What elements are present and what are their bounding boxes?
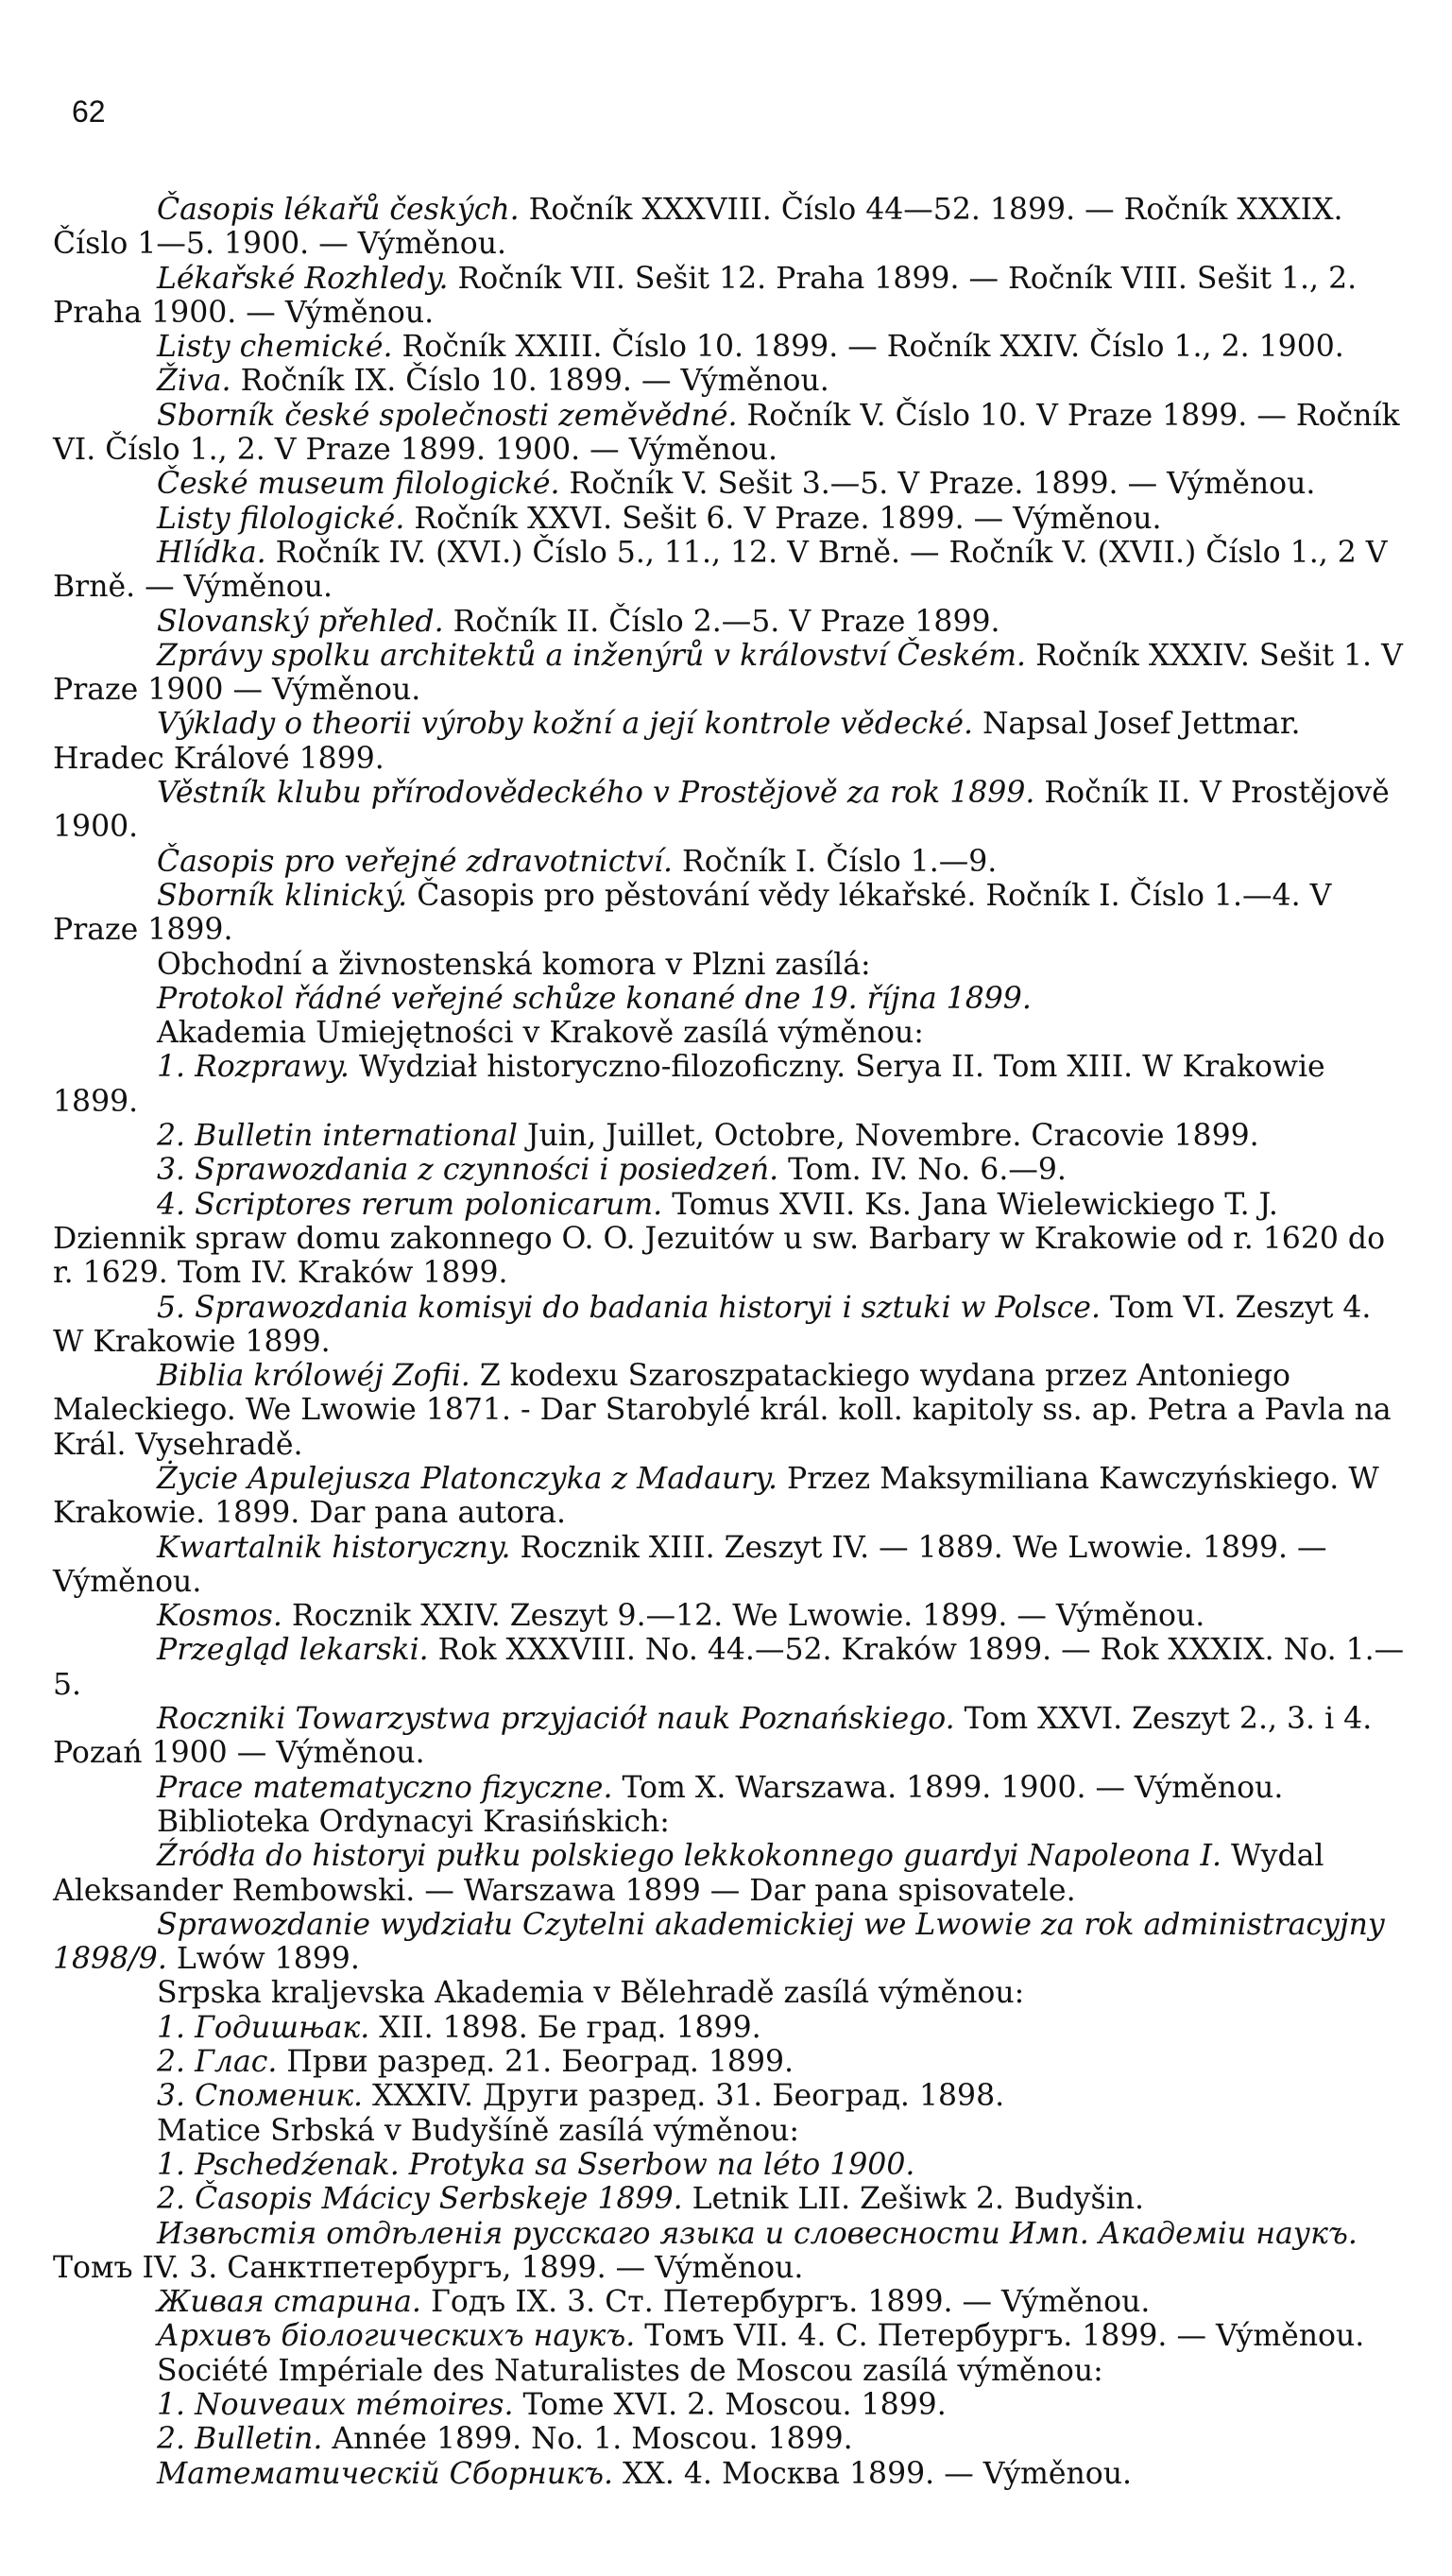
- entry-text: Ročník II. Číslo 2.—5. V Praze 1899.: [443, 604, 1000, 639]
- entry-text: Ročník XXXIV. Sešit 1. V Praze 1900 — Výměnou.: [53, 638, 1403, 708]
- list-item: [53, 1702, 1409, 1771]
- list-item: [53, 262, 1409, 331]
- entry-text: Tom VI. Zeszyt 4. W Krakowie 1899.: [53, 1290, 1372, 1359]
- entry-text: Letnik LII. Zešiwk 2. Budyšin.: [682, 2182, 1144, 2217]
- entry-title: Prace matematyczno fizyczne.: [157, 1770, 613, 1805]
- list-item: [53, 1016, 1409, 1050]
- entry-text: Томъ VII. 4. С. Петербургъ. 1899. — Výměnou.: [635, 2319, 1365, 2354]
- entry-title: 3. Споменик.: [157, 2079, 364, 2114]
- list-item: [53, 1599, 1409, 1633]
- entry-title: Архивъ біологическихъ наукъ.: [157, 2319, 636, 2354]
- entry-text: Ročník IV. (XVI.) Číslo 5., 11., 12. V Brně. — Ročník V. (XVII.) Číslo 1., 2 V Brně. — Výměnou.: [53, 535, 1388, 605]
- entry-text: Ročník IX. Číslo 10. 1899. — Výměnou.: [231, 364, 829, 399]
- entry-text: Przez Maksymiliana Kawczyńskiego. W Krakowie. 1899. Dar pana autora.: [53, 1461, 1379, 1531]
- page-number: 62: [72, 94, 106, 129]
- list-item: [53, 2045, 1409, 2079]
- list-item: [53, 399, 1409, 468]
- list-item: [53, 502, 1409, 536]
- list-item: [53, 1805, 1409, 1839]
- entry-title: Výklady o theorii výroby kožní a její kontrole vědecké.: [157, 707, 973, 742]
- entry-title: Kosmos.: [157, 1599, 282, 1634]
- entry-title: Časopis lékařů českých.: [157, 193, 520, 227]
- entry-text: Ročník I. Číslo 1.—9.: [673, 844, 998, 879]
- entry-text: Ročník V. Číslo 10. V Praze 1899. — Ročník VI. Číslo 1., 2. V Praze 1899. 1900. — Výměnou.: [53, 398, 1400, 468]
- entry-text: Rok XXXVIII. No. 44.—52. Kraków 1899. — Rok XXXIX. No. 1.—5.: [53, 1633, 1405, 1702]
- entry-title: 4. Scriptores rerum polonicarum.: [157, 1187, 663, 1222]
- list-item: [53, 467, 1409, 501]
- list-item: [53, 1531, 1409, 1600]
- entry-title: 2. Bulletin international: [157, 1119, 518, 1154]
- entry-title: Listy filologické.: [157, 501, 405, 536]
- entry-text: Wydział historyczno-filozoficzny. Serya II. Tom XIII. W Krakowie 1899.: [53, 1050, 1325, 1119]
- entry-text: Z kodexu Szaroszpatackiego wydana przez Antoniego Maleckiego. We Lwowie 1871. - Dar Starobylé král. koll. kapitoly ss. ap. Petra a Pavla na Král. Vysehradě.: [53, 1359, 1392, 1462]
- entry-text: Ročník XXXVIII. Číslo 44—52. 1899. — Ročník XXXIX. Číslo 1—5. 1900. — Výměnou.: [53, 193, 1343, 262]
- list-item: [53, 1976, 1409, 2010]
- list-item: [53, 2457, 1409, 2491]
- list-item: [53, 2148, 1409, 2182]
- list-item: [53, 1359, 1409, 1462]
- list-item: [53, 948, 1409, 982]
- list-item: [53, 1188, 1409, 1291]
- entry-text: Први разред. 21. Београд. 1899.: [277, 2045, 794, 2080]
- entry-text: Ročník XXVI. Sešit 6. V Praze. 1899. — Výměnou.: [404, 501, 1162, 536]
- entry-text: Obchodní a živnostenská komora v Plzni zasílá:: [157, 947, 871, 982]
- entry-text: Tom XXVI. Zeszyt 2., 3. i 4. Pozań 1900 — Výměnou.: [53, 1702, 1373, 1771]
- entry-text: Biblioteka Ordynacyi Krasińskich:: [157, 1804, 670, 1839]
- list-item: [53, 2319, 1409, 2353]
- list-item: [53, 707, 1409, 776]
- list-item: [53, 2079, 1409, 2113]
- list-item: [53, 2285, 1409, 2319]
- entry-text: Lwów 1899.: [166, 1942, 360, 1977]
- entry-text: XX. 4. Москва 1899. — Výměnou.: [612, 2456, 1133, 2491]
- entry-text: Rocznik XIII. Zeszyt IV. — 1889. We Lwowie. 1899. — Výměnou.: [53, 1530, 1327, 1599]
- entry-title: Zprávy spolku architektů a inženýrů v království Českém.: [157, 638, 1027, 673]
- list-item: [53, 605, 1409, 639]
- list-item: [53, 1291, 1409, 1360]
- entry-text: Ročník XXIII. Číslo 10. 1899. — Ročník XXIV. Číslo 1., 2. 1900.: [392, 330, 1344, 365]
- entry-text: Ročník V. Sešit 3.—5. V Praze. 1899. — Výměnou.: [559, 467, 1316, 502]
- entry-title: Sborník české společnosti zeměvědné.: [157, 398, 738, 433]
- entry-title: Извѣстія отдѣленія русскаго языка и словесности Имп. Академіи наукъ.: [157, 2216, 1358, 2251]
- entry-title: 2. Глас.: [157, 2045, 278, 2080]
- entry-title: Lékařské Rozhledy.: [157, 261, 449, 296]
- list-item: [53, 879, 1409, 948]
- list-item: [53, 639, 1409, 708]
- list-item: [53, 330, 1409, 364]
- entry-text: Juin, Juillet, Octobre, Novembre. Cracovie 1899.: [517, 1119, 1259, 1154]
- entry-title: Slovanský přehled.: [157, 604, 444, 639]
- entry-text: Napsal Josef Jettmar. Hradec Králové 1899.: [53, 707, 1301, 776]
- entry-title: 1. Pschedźenak. Protyka sa Sserbow na léto 1900.: [157, 2147, 915, 2182]
- entry-text: Wydal Aleksander Rembowski. — Warszawa 1899 — Dar pana spisovatele.: [53, 1839, 1324, 1908]
- entry-title: Roczniki Towarzystwa przyjaciół nauk Poznańskiego.: [157, 1702, 955, 1737]
- entry-text: Томъ IV. 3. Санктпетербургъ, 1899. — Výměnou.: [53, 2250, 804, 2285]
- list-item: [53, 536, 1409, 605]
- entry-text: Ročník VII. Sešit 12. Praha 1899. — Ročník VIII. Sešit 1., 2. Praha 1900. — Výměnou.: [53, 261, 1358, 330]
- list-item: [53, 1119, 1409, 1153]
- entry-text: Matice Srbská v Budyšíně zasílá výměnou:: [157, 2113, 800, 2148]
- list-item: [53, 1633, 1409, 1702]
- entry-title: Časopis pro veřejné zdravotnictví.: [157, 844, 674, 879]
- entry-title: Kwartalnik historyczny.: [157, 1530, 511, 1565]
- list-item: [53, 2354, 1409, 2388]
- list-item: [53, 364, 1409, 398]
- entry-text: Société Impériale des Naturalistes de Moscou zasílá výměnou:: [157, 2353, 1103, 2388]
- list-item: [53, 1771, 1409, 1805]
- entry-text: Tome XVI. 2. Moscou. 1899.: [513, 2388, 947, 2422]
- list-item: [53, 1908, 1409, 1977]
- entry-title: Przegląd lekarski.: [157, 1633, 429, 1668]
- entry-text: Tom. IV. No. 6.—9.: [778, 1153, 1067, 1188]
- list-item: [53, 2388, 1409, 2422]
- entry-title: Věstník klubu přírodovědeckého v Prostějově za rok 1899.: [157, 776, 1035, 811]
- entry-title: Źródła do historyi pułku polskiego lekkokonnego guardyi Napoleona I.: [157, 1839, 1221, 1874]
- list-item: [53, 845, 1409, 879]
- entry-title: Живая старина.: [157, 2285, 421, 2320]
- list-item: [53, 2217, 1409, 2286]
- list-item: [53, 1050, 1409, 1119]
- entry-text: Годъ IX. 3. Ст. Петербургъ. 1899. — Výměnou.: [420, 2285, 1151, 2320]
- entry-title: Математическій Сборникъ.: [157, 2456, 613, 2491]
- bibliography-list: [53, 193, 1409, 2491]
- entry-title: Protokol řádné veřejné schůze konané dne 19. října 1899.: [157, 981, 1032, 1016]
- list-item: [53, 193, 1409, 262]
- entry-text: Rocznik XXIV. Zeszyt 9.—12. We Lwowie. 1899. — Výměnou.: [282, 1599, 1205, 1634]
- entry-text: Année 1899. No. 1. Moscou. 1899.: [322, 2422, 853, 2457]
- entry-title: Sborník klinický.: [157, 878, 408, 913]
- entry-title: 2. Bulletin.: [157, 2422, 323, 2457]
- entry-title: Sprawozdanie wydziału Czytelni akademickiej we Lwowie za rok administracyjny 1898/9.: [53, 1907, 1385, 1977]
- entry-title: České museum filologické.: [157, 467, 560, 502]
- entry-text: Akademia Umiejętności v Krakově zasílá výměnou:: [157, 1016, 924, 1051]
- list-item: [53, 1462, 1409, 1531]
- list-item: [53, 2182, 1409, 2216]
- entry-title: 3. Sprawozdania z czynności i posiedzeń.: [157, 1153, 779, 1188]
- list-item: [53, 2422, 1409, 2456]
- entry-text: Srpska kraljevska Akademia v Bělehradě zasílá výměnou:: [157, 1976, 1025, 2011]
- entry-text: XII. 1898. Бе град. 1899.: [369, 2010, 761, 2045]
- list-item: [53, 2114, 1409, 2148]
- entry-text: Ročník II. V Prostějově 1900.: [53, 776, 1390, 845]
- entry-title: 1. Годишњак.: [157, 2010, 370, 2045]
- entry-title: Hlídka.: [157, 535, 266, 570]
- entry-title: Życie Apulejusza Platonczyka z Madaury.: [157, 1461, 778, 1496]
- entry-title: 5. Sprawozdania komisyi do badania historyi i sztuki w Polsce.: [157, 1290, 1101, 1325]
- list-item: [53, 1839, 1409, 1908]
- list-item: [53, 1153, 1409, 1187]
- entry-text: Časopis pro pěstování vědy lékařské. Ročník I. Číslo 1.—4. V Praze 1899.: [53, 878, 1332, 948]
- entry-text: Tomus XVII. Ks. Jana Wielewickiego T. J. Dziennik spraw domu zakonnego O. O. Jezuitów u sw. Barbary w Krakowie od r. 1620 do r. 1629. Tom IV. Kraków 1899.: [53, 1187, 1386, 1291]
- entry-title: 1. Rozprawy.: [157, 1050, 350, 1085]
- entry-title: Živa.: [157, 364, 231, 399]
- entry-title: 1. Nouveaux mémoires.: [157, 2388, 514, 2422]
- list-item: [53, 982, 1409, 1016]
- entry-title: Biblia królowéj Zofii.: [157, 1359, 470, 1394]
- entry-text: XXXIV. Други разред. 31. Београд. 1898.: [363, 2079, 1005, 2114]
- list-item: [53, 776, 1409, 845]
- entry-title: 2. Časopis Mácicy Serbskeje 1899.: [157, 2182, 683, 2217]
- entry-text: Tom X. Warszawa. 1899. 1900. — Výměnou.: [612, 1770, 1284, 1805]
- list-item: [53, 2011, 1409, 2045]
- entry-title: Listy chemické.: [157, 330, 393, 365]
